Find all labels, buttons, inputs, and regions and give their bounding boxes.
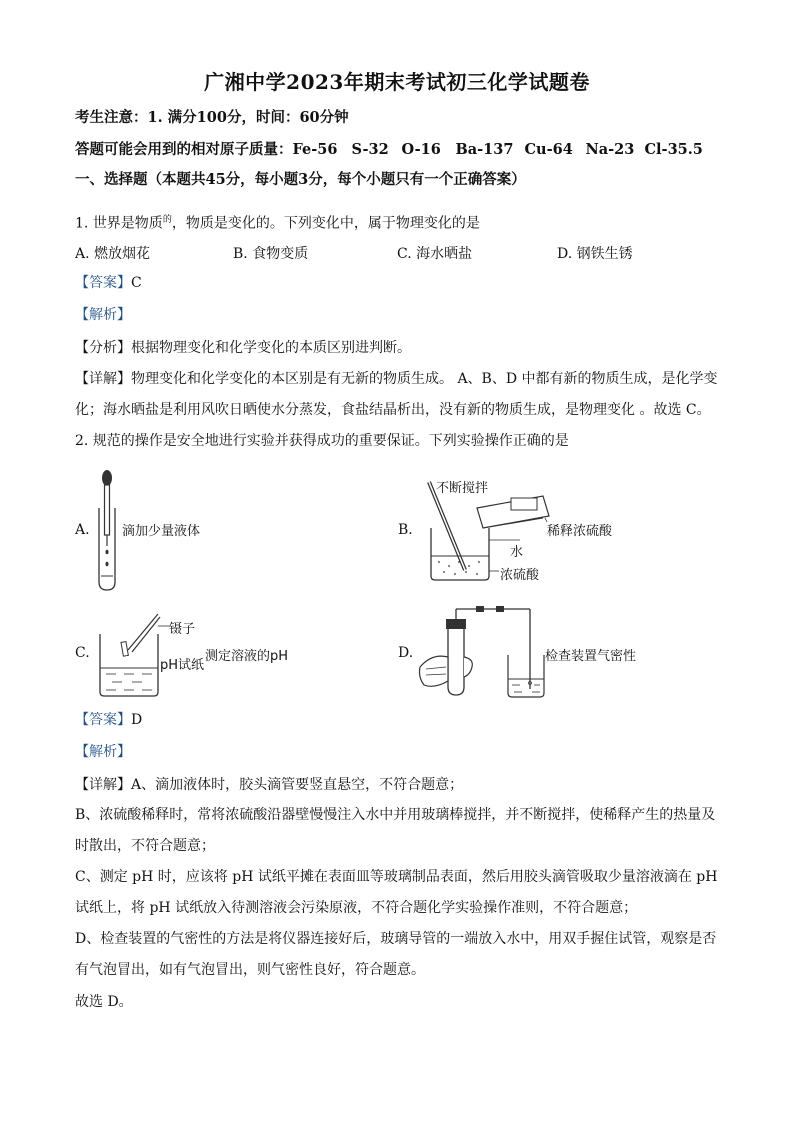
jiexi-tag: 【解析】	[75, 307, 131, 323]
q1-stem-part: ，物质是变化的。下列变化中，属于物理变化的是	[171, 215, 480, 232]
fig-b-label: B.	[398, 522, 413, 538]
q1-option-b: B. 食物变质	[233, 246, 309, 262]
fig-a-caption: 滴加少量液体	[122, 524, 201, 539]
fig-b-water-label: 水	[510, 545, 524, 560]
q2-xiangjie-c: C、测定 pH 时，应该将 pH 试纸平摊在表面皿等玻璃制品表面，然后用胶头滴管吸取少量溶液滴在 pH 试纸上，将 pH 试纸放入待测溶液会污染原液，不符合题化学实验操作准则，不符合题意；	[75, 869, 718, 916]
atomic-mass: Ba-137	[455, 141, 514, 158]
answer-tag: 【答案】	[75, 712, 131, 728]
q1-jiexi	[75, 305, 131, 325]
q1-option-a: A. 燃放烟花	[75, 246, 151, 262]
fenxi-text: 根据物理变化和化学变化的本质区别进判断。	[131, 340, 411, 356]
q1-answer	[75, 273, 142, 293]
q1-option-c: C. 海水晒盐	[397, 246, 473, 262]
answer-value: D	[131, 712, 143, 728]
q1-fenxi	[75, 338, 411, 358]
q1-stem	[75, 210, 480, 234]
atomic-mass: Na-23	[585, 141, 635, 158]
fig-d-label: D.	[398, 645, 414, 661]
q1-stem-part: 1. 世界是物质	[75, 215, 163, 232]
fig-c-paper-label: pH试纸	[160, 658, 205, 673]
q2-xiangjie-d: D、检查装置的气密性的方法是将仪器连接好后，玻璃导管的一端放入水中，用双手握住试管，观察是否有气泡冒出，如有气泡冒出，则气密性良好，符合题意。	[75, 931, 717, 978]
fig-c-tweezers-label: 镊子	[169, 622, 196, 637]
q2-xiangjie-a	[75, 775, 463, 795]
q2-stem: 2. 规范的操作是安全地进行实验并获得成功的重要保证。下列实验操作正确的是	[75, 433, 569, 449]
q2-xiangjie-b: B、浓硫酸稀释时，常将浓硫酸沿器壁慢慢注入水中并用玻璃棒搅拌，并不断搅拌，使稀释产生的热量及时散出，不符合题意；	[75, 807, 716, 854]
q1-stem-sup: 的	[162, 215, 172, 225]
xiangjie-tag: 【详解】	[75, 777, 131, 793]
exam-notice: 考生注意：1. 满分100分，时间：60分钟	[75, 109, 349, 126]
atomic-mass: Cl-35.5	[644, 141, 703, 158]
fig-b-stir-label: 不断搅拌	[436, 481, 489, 496]
answer-value: C	[131, 275, 142, 291]
airtightness-figure	[416, 605, 544, 700]
atomic-mass: S-32	[351, 141, 389, 158]
atomic-masses	[75, 138, 703, 159]
q1-xiangjie	[75, 364, 720, 426]
fig-c-label: C.	[75, 645, 90, 661]
fig-a-label: A.	[75, 522, 90, 538]
dropper-tube-figure	[92, 468, 122, 592]
fig-d-caption: 检查装置气密性	[545, 649, 637, 664]
atomic-masses-label: 答题可能会用到的相对原子质量：	[75, 141, 293, 158]
q2-conclusion: 故选 D。	[75, 994, 133, 1010]
fig-b-conc-label: 浓硫酸	[500, 568, 540, 583]
q2-jiexi	[75, 742, 131, 762]
xiangjie-text: 物理变化和化学变化的本区别是有无新的物质生成。 A、B、D 中都有新的物质生成，是化学变化；海水晒盐是利用风吹日晒使水分蒸发，食盐结晶析出，没有新的物质生成，是物理变化 。故选 C。	[75, 371, 718, 418]
q1-option-d: D. 钢铁生锈	[557, 246, 633, 262]
section-heading: 一、选择题（本题共45分，每小题3分，每个小题只有一个正确答案）	[75, 171, 526, 188]
fig-c-caption: 测定溶液的pH	[205, 649, 289, 664]
page-title: 广湘中学2023年期末考试初三化学试题卷	[204, 70, 590, 94]
fig-b-acid-label: 稀释浓硫酸	[547, 524, 613, 539]
atomic-mass: Cu-64	[524, 141, 573, 158]
jiexi-tag: 【解析】	[75, 744, 131, 760]
atomic-mass: Fe-56	[292, 141, 338, 158]
answer-tag: 【答案】	[75, 275, 131, 291]
xiangjie-text-a: A、滴加液体时，胶头滴管要竖直悬空，不符合题意；	[131, 777, 464, 793]
q2-answer	[75, 710, 142, 730]
atomic-mass: O-16	[401, 141, 441, 158]
fenxi-tag: 【分析】	[75, 340, 131, 356]
xiangjie-tag: 【详解】	[75, 371, 131, 387]
